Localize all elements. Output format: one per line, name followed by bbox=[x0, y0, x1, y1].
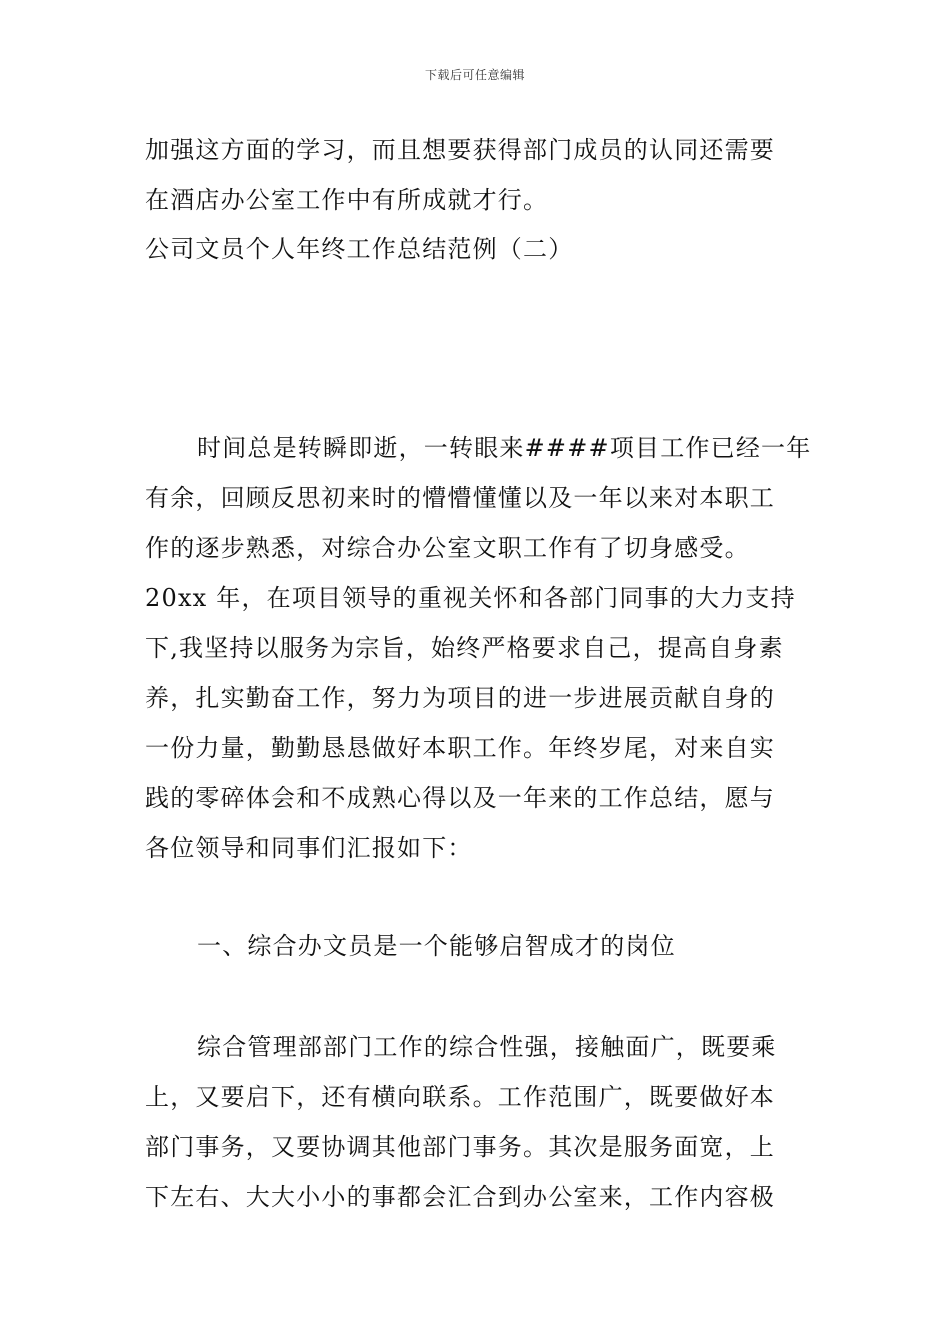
text-line: 在酒店办公室工作中有所成就才行。 bbox=[145, 186, 549, 214]
text-line: 践的零碎体会和不成熟心得以及一年来的工作总结，愿与 bbox=[145, 784, 775, 812]
text-line: 加强这方面的学习，而且想要获得部门成员的认同还需要 bbox=[145, 136, 775, 164]
page-header: 下载后可任意编辑 bbox=[424, 68, 525, 82]
paragraph-first-line: 综合管理部部门工作的综合性强，接触面广，既要乘 bbox=[197, 1033, 777, 1061]
text-line: 有余，回顾反思初来时的懵懵懂懂以及一年以来对本职工 bbox=[145, 484, 775, 512]
text-line: 下,我坚持以服务为宗旨，始终严格要求自己，提高自身素 bbox=[145, 634, 784, 662]
text-line: 养，扎实勤奋工作，努力为项目的进一步进展贡献自身的 bbox=[145, 684, 775, 712]
text-line: 上，又要启下，还有横向联系。工作范围广，既要做好本 bbox=[145, 1083, 775, 1111]
text-line: 20xx 年，在项目领导的重视关怀和各部门同事的大力支持 bbox=[145, 584, 796, 612]
paragraph-first-line: 时间总是转瞬即逝，一转眼来####项目工作已经一年 bbox=[197, 434, 812, 462]
text-line: 各位领导和同事们汇报如下： bbox=[145, 834, 473, 862]
text-line: 一份力量，勤勤恳恳做好本职工作。年终岁尾，对来自实 bbox=[145, 734, 775, 762]
text-line: 下左右、大大小小的事都会汇合到办公室来，工作内容极 bbox=[145, 1183, 775, 1211]
text-line: 作的逐步熟悉，对综合办公室文职工作有了切身感受。 bbox=[145, 534, 750, 562]
subheading: 一、综合办文员是一个能够启智成才的岗位 bbox=[197, 932, 676, 960]
text-line: 部门事务，又要协调其他部门事务。其次是服务面宽，上 bbox=[145, 1133, 775, 1161]
section-title: 公司文员个人年终工作总结范例（二） bbox=[145, 235, 574, 263]
